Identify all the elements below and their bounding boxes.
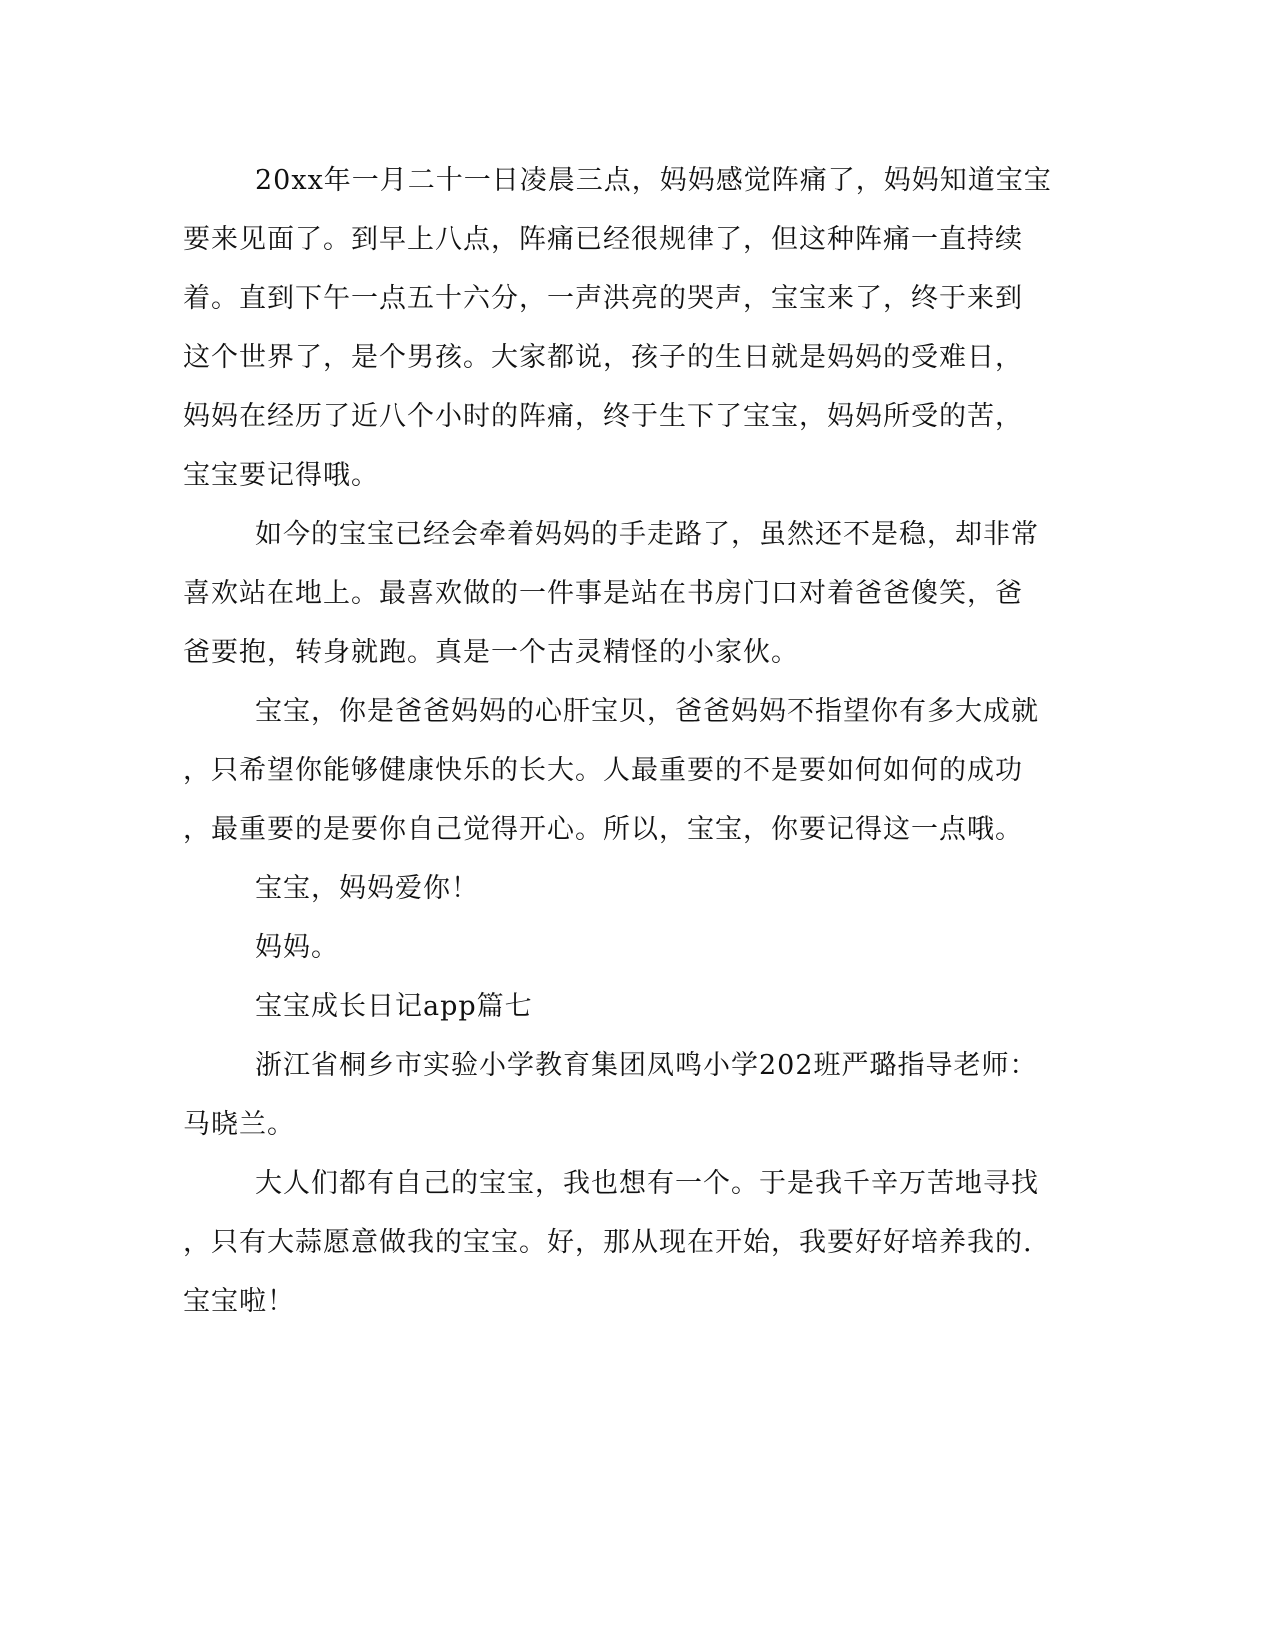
text-line: 喜欢站在地上。最喜欢做的一件事是站在书房门口对着爸爸傻笑，爸 — [183, 578, 1023, 609]
text-line: ，只有大蒜愿意做我的宝宝。好，那从现在开始，我要好好培养我的. — [183, 1227, 1033, 1258]
text-line: 宝宝，妈妈爱你！ — [255, 873, 479, 904]
text-line: ，最重要的是要你自己觉得开心。所以，宝宝，你要记得这一点哦。 — [183, 814, 1023, 845]
text-line: 宝宝要记得哦。 — [183, 460, 379, 491]
section-heading: 宝宝成长日记app篇七 — [255, 991, 533, 1022]
text-line: 马晓兰。 — [183, 1109, 295, 1140]
text-line: 浙江省桐乡市实验小学教育集团凤鸣小学202班严璐指导老师： — [255, 1050, 1038, 1081]
text-line: 宝宝啦！ — [183, 1286, 295, 1317]
text-line: ，只希望你能够健康快乐的长大。人最重要的不是要如何如何的成功 — [183, 755, 1023, 786]
text-line: 妈妈在经历了近八个小时的阵痛，终于生下了宝宝，妈妈所受的苦， — [183, 401, 1023, 432]
text-line: 着。直到下午一点五十六分，一声洪亮的哭声，宝宝来了，终于来到 — [183, 283, 1023, 314]
text-line: 要来见面了。到早上八点，阵痛已经很规律了，但这种阵痛一直持续 — [183, 224, 1023, 255]
text-line: 如今的宝宝已经会牵着妈妈的手走路了，虽然还不是稳，却非常 — [255, 519, 1039, 550]
text-line: 宝宝，你是爸爸妈妈的心肝宝贝，爸爸妈妈不指望你有多大成就 — [255, 696, 1039, 727]
text-line: 20xx年一月二十一日凌晨三点，妈妈感觉阵痛了，妈妈知道宝宝 — [255, 165, 1052, 196]
text-line: 这个世界了，是个男孩。大家都说，孩子的生日就是妈妈的受难日， — [183, 342, 1023, 373]
text-line: 大人们都有自己的宝宝，我也想有一个。于是我千辛万苦地寻找 — [255, 1168, 1039, 1199]
text-line: 妈妈。 — [255, 932, 339, 963]
text-line: 爸要抱，转身就跑。真是一个古灵精怪的小家伙。 — [183, 637, 799, 668]
